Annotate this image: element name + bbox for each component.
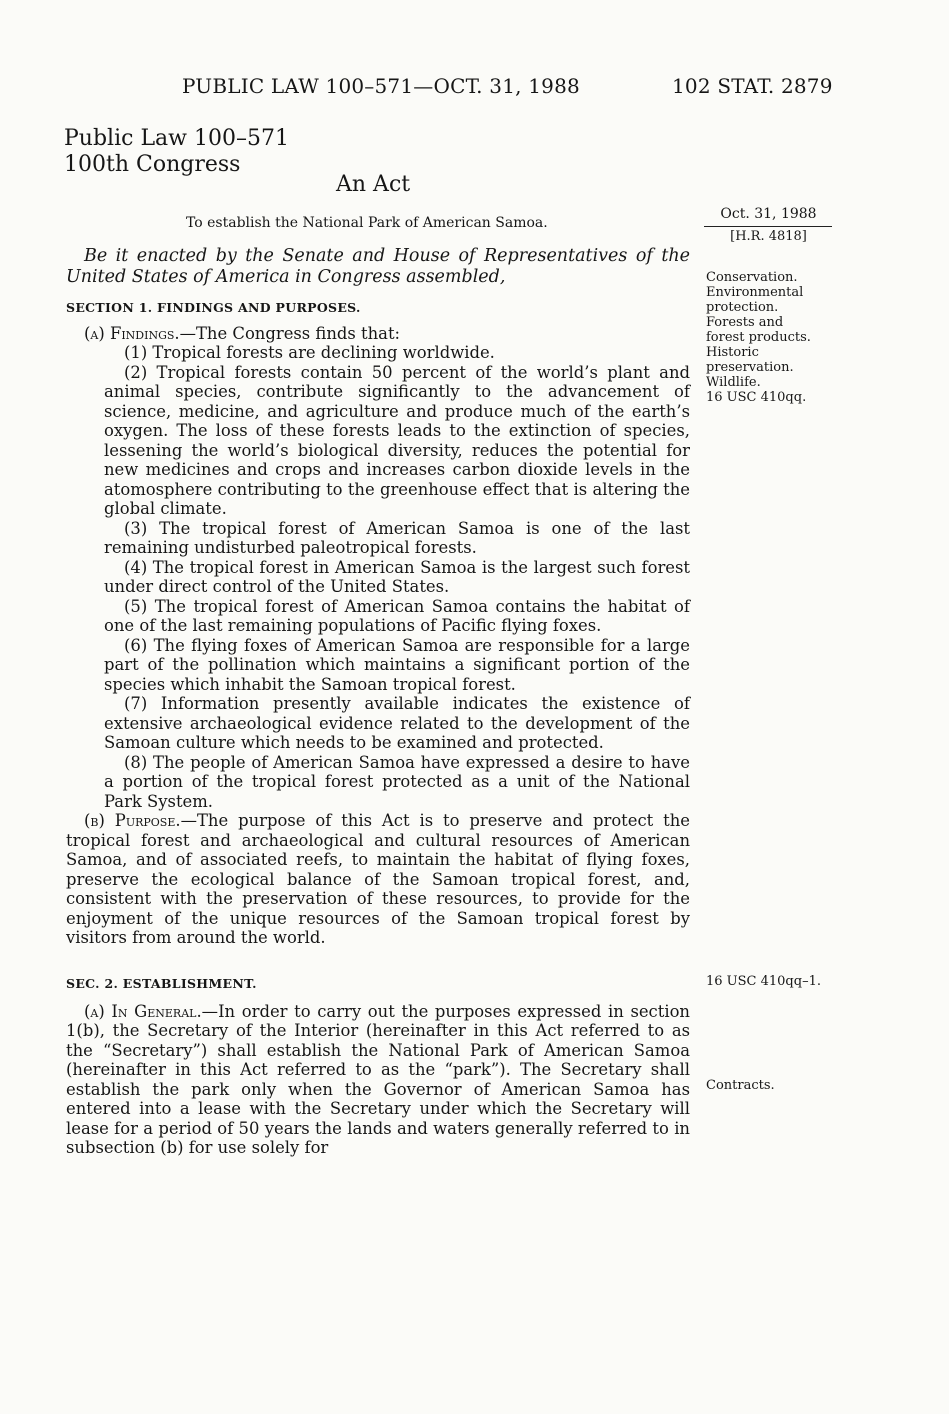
sidenote-bill-number: [H.R. 4818]: [730, 229, 807, 244]
findings-intro: [66, 324, 690, 344]
sidenote-divider: [704, 226, 832, 227]
purpose-label: (b) Purpose.: [84, 811, 181, 830]
section-1-heading: SECTION 1. FINDINGS AND PURPOSES.: [66, 300, 361, 315]
finding-item: (1) Tropical forests are declining worldwide.: [124, 343, 495, 362]
sidenote-topic: Historic: [706, 345, 759, 360]
purpose-text: —The purpose of this Act is to preserve and protect the tropical forest and archaeological and cultural resources of American Samoa, and of associated reefs, to maintain the habitat of flying foxes, preserve the ecological balance of the Samoan tropical forest, and, consistent with the preservation of these resources, to provide for the enjoyment of the unique resources of the Samoan tropical forest by visitors from around the world.: [66, 811, 691, 947]
finding-item: (2) Tropical forests contain 50 percent of the world’s plant and animal species, contribute significantly to the advancement of science, medicine, and agriculture and produce much of the earth’s oxygen. The loss of these forests leads to the extinction of species, lessening the world’s biological diversity, reduces the potential for new medicines and crops and increases carbon dioxide levels in the atomosphere contributing to the greenhouse effect that is altering the global climate.: [104, 362, 690, 518]
findings-intro-text: —The Congress finds that:: [179, 323, 401, 343]
findings-label: (a) Findings.: [84, 323, 180, 343]
sidenote-topic: forest products.: [706, 330, 811, 345]
sidenote-topics: [706, 270, 836, 405]
sidenote-date: Oct. 31, 1988: [720, 206, 817, 222]
enacting-clause: Be it enacted by the Senate and House of Representatives of the United States of America in Congress assembled,: [66, 246, 690, 287]
finding-item: (6) The flying foxes of American Samoa are responsible for a large part of the pollination which maintains a significant portion of the species which inhabit the Samoan tropical forest.: [104, 635, 690, 694]
finding-item: (5) The tropical forest of American Samoa contains the habitat of one of the last remaining populations of Pacific flying foxes.: [104, 596, 690, 635]
finding-item: (8) The people of American Samoa have expressed a desire to have a portion of the tropical forest protected as a unit of the National Park System.: [104, 752, 690, 811]
section-2: [66, 974, 690, 1158]
section-1: [66, 298, 690, 948]
sidenote-topic: Environmental: [706, 285, 804, 300]
sidenote-topic: protection.: [706, 300, 779, 315]
act-title: An Act: [336, 172, 411, 197]
sidenote-topic: Forests and: [706, 315, 784, 330]
sidenote-usc-cite: 16 USC 410qq.: [706, 390, 807, 405]
establishment-text: —In order to carry out the purposes expressed in section 1(b), the Secretary of the Interior (hereinafter in this Act referred to as the “Secretary”) shall establish the National Park of American Samoa (hereinafter in this Act referred to as the “park”). The Secretary shall establish the park only when the Governor of American Samoa has entered into a lease with the Secretary under which the Secretary will lease for a period of 50 years the lands and waters generally referred to in subsection (b) for use solely for: [66, 1001, 690, 1157]
congress-number: 100th Congress: [64, 152, 241, 177]
law-number: Public Law 100–571: [64, 126, 289, 151]
law-number-block: [64, 126, 289, 178]
sidenote-topic: Conservation.: [706, 270, 798, 285]
finding-item: (7) Information presently available indicates the existence of extensive archaeological evidence related to the development of the Samoan culture which needs to be examined and protected.: [104, 694, 690, 752]
finding-item: (4) The tropical forest in American Samoa is the largest such forest under direct control of the United States.: [104, 557, 690, 596]
finding-item: (3) The tropical forest of American Samoa is one of the last remaining undisturbed paleotropical forests.: [104, 518, 690, 557]
running-header-title: PUBLIC LAW 100–571—OCT. 31, 1988: [182, 74, 580, 98]
sidenote-topic: preservation.: [706, 360, 794, 375]
establishment-paragraph: [66, 1002, 690, 1158]
sidenote-contracts: Contracts.: [706, 1078, 775, 1093]
act-purpose-line: To establish the National Park of American Samoa.: [186, 215, 548, 231]
in-general-label: (a) In General.: [84, 1001, 202, 1021]
statute-page-number: 102 STAT. 2879: [672, 74, 833, 98]
enacting-clause-block: [66, 246, 690, 288]
section-2-heading: SEC. 2. ESTABLISHMENT.: [66, 976, 257, 991]
sidenote-topic: Wildlife.: [706, 375, 761, 390]
purpose-paragraph: [66, 811, 690, 948]
sidenote-sec2-cite: 16 USC 410qq–1.: [706, 974, 821, 989]
